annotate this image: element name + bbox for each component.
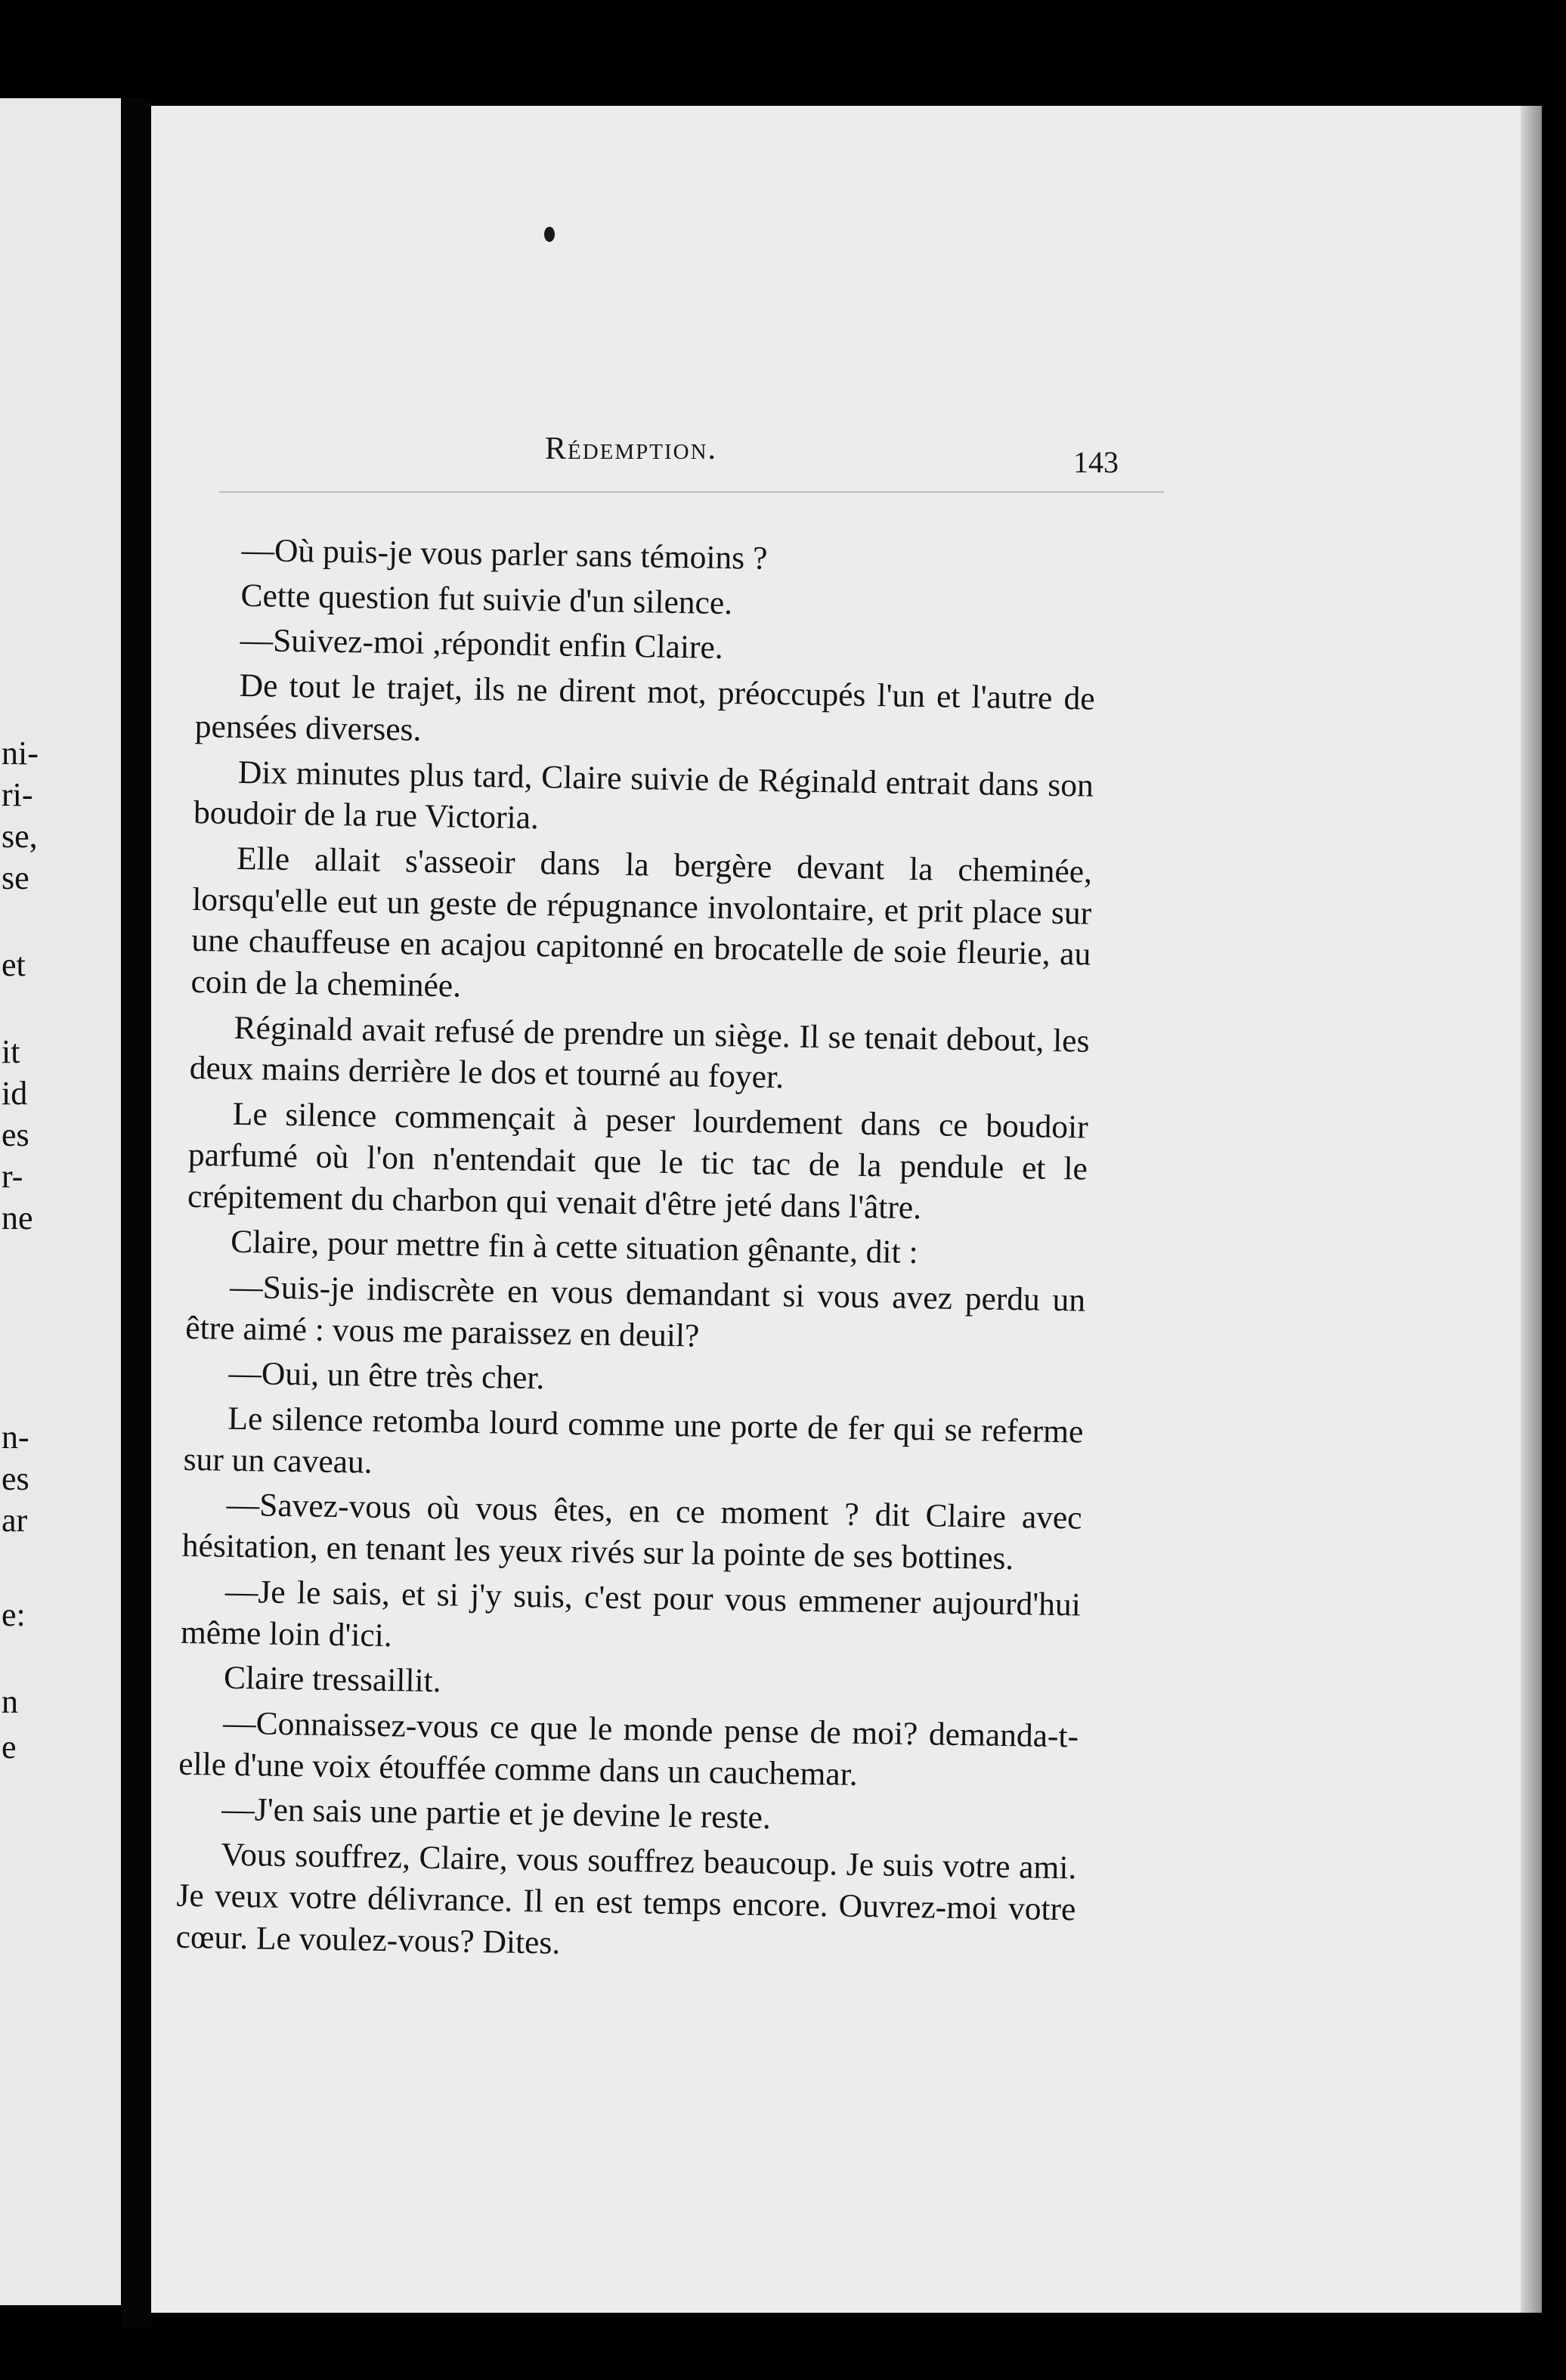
book-gutter (121, 98, 151, 2328)
left-fragment: ar (2, 1502, 28, 1539)
paragraph: Elle allait s'asseoir dans la bergère devant la cheminée, lorsqu'elle eut un geste de répugnance involontaire, et prit place sur une chauffeuse en acajou capitonné en brocatelle de soie fleurie, au coin de la cheminée. (190, 840, 1093, 1004)
paragraph: —Savez-vous où vous êtes, en ce moment ? dit Claire avec hésitation, en tenant les yeux rivés sur la pointe de ses bottines. (181, 1487, 1082, 1577)
left-fragment: e (2, 1729, 17, 1766)
left-fragment: se, (2, 818, 38, 855)
paragraph: Claire, pour mettre fin à cette situation gênante, dit : (230, 1224, 919, 1271)
paragraph: De tout le trajet, ils ne dirent mot, préoccupés l'un et l'autre de pensées diverses. (194, 667, 1095, 748)
paragraph: Dix minutes plus tard, Claire suivie de Réginald entrait dans son boudoir de la rue Victoria. (193, 754, 1094, 837)
running-head: Rédemption. (544, 432, 718, 466)
paragraph: Claire tressaillit. (223, 1660, 441, 1700)
paragraph: Cette question fut suivie d'un silence. (240, 577, 733, 621)
paragraph: —Oui, un être très cher. (228, 1355, 545, 1397)
left-fragment: n (2, 1683, 18, 1720)
left-fragment: es (2, 1460, 29, 1497)
left-fragment: r- (2, 1158, 23, 1195)
left-fragment: ri- (2, 776, 33, 813)
page-number: 143 (1073, 445, 1119, 479)
paragraph: Le silence commençait à peser lourdement dans ce boudoir parfumé où l'on n'entendait que le tic tac de la pendule et le crépitement du charbon qui venait d'être jeté dans l'âtre. (187, 1095, 1089, 1226)
left-fragment: se (2, 859, 29, 896)
left-fragment: es (2, 1116, 29, 1153)
page-edge-shadow (1521, 106, 1542, 2313)
left-fragment: ne (2, 1199, 33, 1236)
book-page (151, 106, 1542, 2313)
body-text (175, 529, 1097, 1976)
paragraph: —Je le sais, et si j'y suis, c'est pour vous emmener aujourd'hui même loin d'ici. (180, 1573, 1082, 1654)
paragraph: —Où puis-je vous parler sans témoins ? (241, 531, 768, 577)
left-fragment: et (2, 946, 26, 983)
left-fragment: e: (2, 1596, 26, 1633)
paragraph: —J'en sais une partie et je devine le reste. (221, 1791, 772, 1837)
paragraph: Le silence retomba lourd comme une porte de fer qui se referme sur un caveau. (183, 1400, 1084, 1481)
paragraph: —Suis-je indiscrète en vous demandant si vous avez perdu un être aimé : vous me paraissez en deuil? (185, 1268, 1086, 1354)
left-fragment: ni- (2, 735, 39, 772)
left-fragment: n- (2, 1419, 29, 1456)
paragraph: —Suivez-moi ,répondit enfin Claire. (240, 622, 724, 667)
paragraph: —Connaissez-vous ce que le monde pense de moi? demanda-t-elle d'une voix étouffée comme dans un cauchemar. (178, 1704, 1079, 1793)
ink-speck (544, 227, 555, 242)
left-facing-page (0, 98, 121, 2305)
header-rule (219, 491, 1164, 493)
left-fragment: it (2, 1033, 20, 1070)
left-page-text-fragments (0, 98, 121, 2305)
paragraph: Réginald avait refusé de prendre un siège. Il se tenait debout, les deux mains derrière le dos et tourné au foyer. (189, 1009, 1090, 1096)
left-fragment: id (2, 1075, 28, 1112)
paragraph: Vous souffrez, Claire, vous souffrez beaucoup. Je suis votre ami. Je veux votre délivrance. Il en est temps encore. Ouvrez-moi votre cœur. Le voulez-vous? Dites. (175, 1836, 1077, 1961)
